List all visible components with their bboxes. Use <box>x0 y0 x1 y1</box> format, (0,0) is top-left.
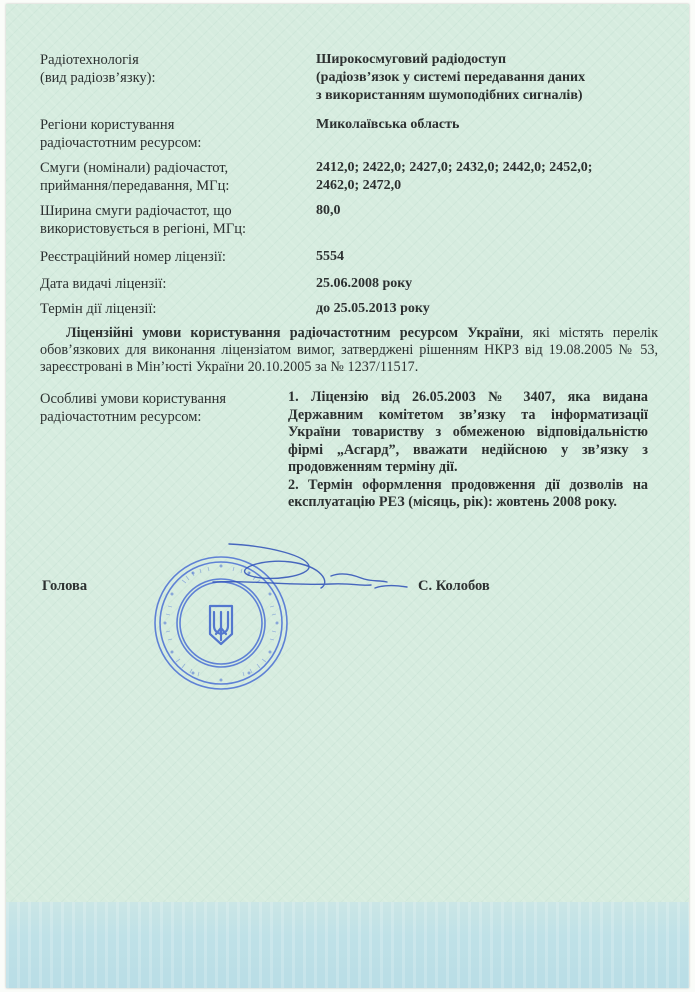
signatory-name: С. Колобов <box>418 578 490 594</box>
field-label: Термін дії ліцензії: <box>40 301 157 317</box>
field-value: Широкосмуговий радіодоступ (радіозв’язок у системі передавання даних з використанням шумоподібних сигналів) <box>316 52 586 103</box>
conditions-text: , які містять перелік обов’язкових для виконання ліцензіатом вимог, затверджені рішенням НКРЗ від 19.08.2005 № 53, зареєстровані в Мін’юсті України 20.10.2005 за № 1237/11517. <box>40 325 658 375</box>
field-label: Ширина смуги радіочастот, що використовується в регіоні, МГц: <box>40 203 246 237</box>
field-label: Реєстраційний номер ліцензії: <box>40 249 226 265</box>
field-label: Радіотехнологія (вид радіозв’язку): <box>40 52 156 86</box>
field-value: 25.06.2008 року <box>316 276 413 291</box>
special-condition-item: 1. Ліцензію від 26.05.2003 № 3407, яка видана Державним комітетом зв’язку та інформатизації України товариству з обмеженою відповідальністю фірмі „Асгард”, вважати недійсною у зв’язку з продовженням терміну дії. <box>288 389 648 475</box>
field-label: Дата видачі ліцензії: <box>40 276 167 292</box>
conditions-title: Ліцензійні умови користування радіочастотним ресурсом України <box>66 325 520 341</box>
field-value: 2412,0; 2422,0; 2427,0; 2432,0; 2442,0; 2452,0; 2462,0; 2472,0 <box>316 160 593 193</box>
special-conditions-list <box>288 389 648 512</box>
handwritten-signature <box>211 536 411 606</box>
field-label: Смуги (номінали) радіочастот, приймання/передавання, МГц: <box>40 160 230 194</box>
special-condition-item: 2. Термін оформлення продовження дії дозволів на експлуатацію РЕЗ (місяць, рік): жовтень 2008 року. <box>288 476 648 510</box>
field-label: Регіони користування радіочастотним ресурсом: <box>40 117 202 151</box>
field-value: Миколаївська область <box>316 117 460 132</box>
special-conditions-label: Особливі умови користування радіочастотним ресурсом: <box>40 391 227 425</box>
bottom-security-band <box>6 902 689 988</box>
field-value: 5554 <box>316 249 344 264</box>
license-conditions-paragraph <box>40 325 658 376</box>
signatory-title: Голова <box>42 578 88 594</box>
field-value: до 25.05.2013 року <box>316 301 430 316</box>
license-page <box>6 4 689 988</box>
field-value: 80,0 <box>316 203 341 218</box>
